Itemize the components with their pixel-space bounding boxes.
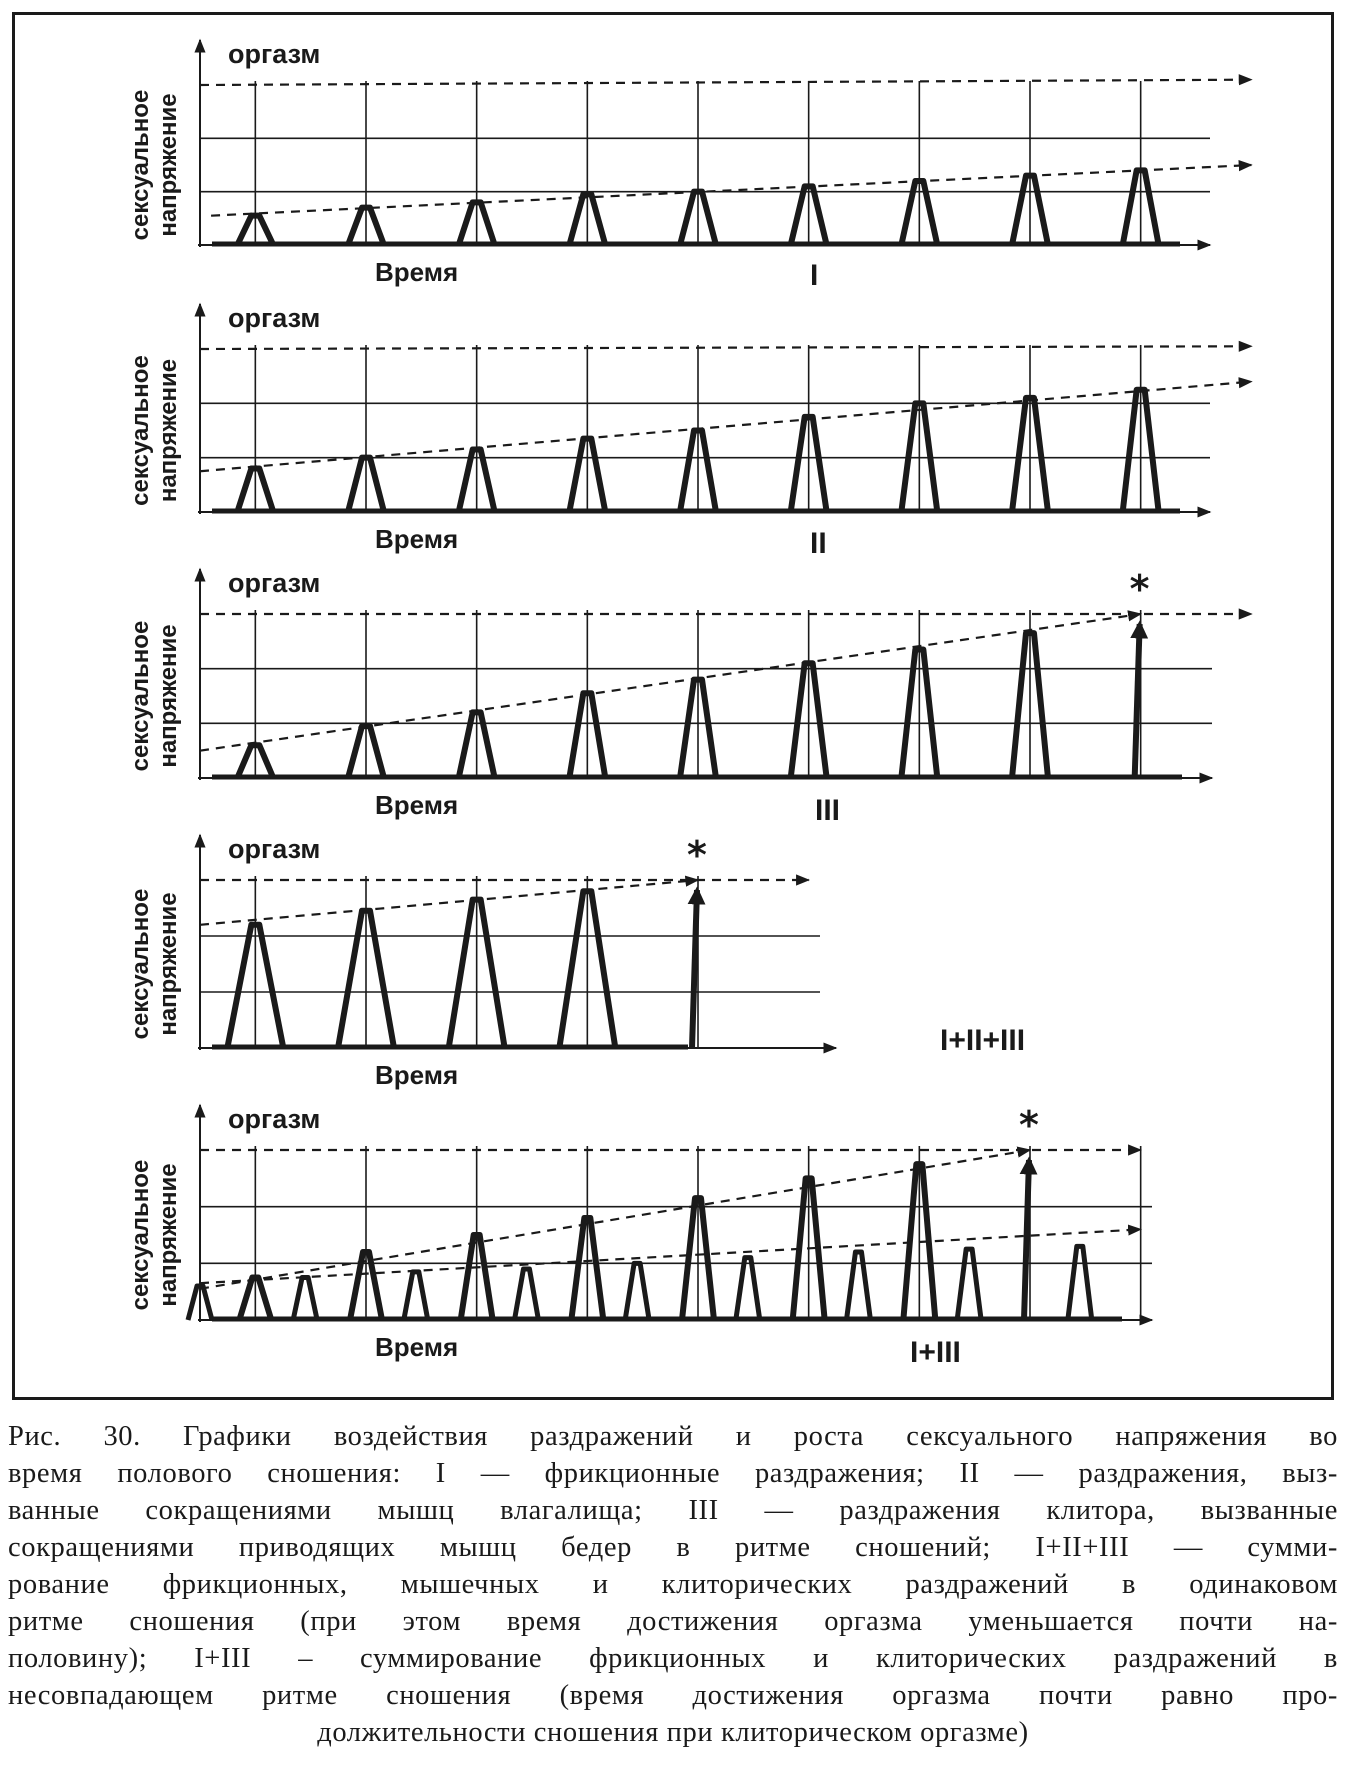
caption-line: ритме сношения (при этом время достижения оргазма уменьшается почти на- (8, 1606, 1338, 1637)
chart-panel-3 (198, 569, 1251, 780)
x-axis-label: Время (375, 257, 459, 287)
trend-line (200, 1229, 1141, 1283)
peak-final-arrow (1135, 624, 1140, 778)
orgasm-star: * (1019, 1103, 1039, 1147)
chart-panel-1 (198, 40, 1251, 247)
trend-line (200, 614, 1141, 751)
peak-III-final-arrow (1024, 1160, 1029, 1320)
chart-panel-4 (198, 835, 836, 1050)
y-axis-label-line2: напряжение (155, 624, 182, 768)
panel-label: III (815, 794, 841, 827)
trend-line (200, 80, 1251, 85)
y-axis-label-line2: напряжение (155, 93, 182, 237)
orgasm-star: * (687, 833, 707, 877)
peak-I (404, 1272, 428, 1320)
orgasm-star: * (1129, 567, 1150, 611)
peak-final-arrow (692, 890, 697, 1048)
panel-label: I+II+III (940, 1024, 1026, 1057)
caption-line: сокращениями приводящих мышц бедер в ритме сношений; I+II+III — сумми- (8, 1532, 1338, 1563)
x-axis-label: Время (375, 1060, 459, 1090)
panel-label: II (810, 527, 827, 560)
y-axis-label-line1: сексуальное (127, 355, 154, 506)
orgasm-label: оргазм (228, 39, 321, 69)
chart-panel-2 (198, 304, 1251, 514)
x-axis-label: Время (375, 1332, 459, 1362)
caption-line: Рис. 30. Графики воздействия раздражений и роста сексуального напряжения во (8, 1421, 1338, 1452)
peak-I (736, 1258, 760, 1320)
orgasm-label: оргазм (228, 568, 321, 598)
panel-label: I+III (910, 1336, 961, 1369)
panel-label: I (810, 259, 819, 292)
peak-I (1068, 1246, 1092, 1320)
x-axis-label: Время (375, 790, 459, 820)
y-axis-label-line2: напряжение (155, 358, 182, 503)
caption-line: несовпадающем ритме сношения (время достижения оргазма почти равно про- (8, 1680, 1338, 1711)
caption-line: ванные сокращениями мышц влагалища; III — раздражения клитора, вызванные (8, 1495, 1338, 1526)
y-axis-label-line1: сексуальное (127, 1159, 154, 1311)
y-axis-label-line2: напряжение (155, 892, 182, 1036)
peak-I (957, 1249, 981, 1320)
y-axis-label-line1: сексуальное (127, 888, 154, 1040)
orgasm-label: оргазм (228, 834, 321, 864)
peak-I (514, 1269, 538, 1320)
caption-line: должительности сношения при клиторическом оргазме) (317, 1717, 1029, 1748)
orgasm-label: оргазм (228, 1104, 321, 1134)
figure-caption (8, 1418, 1338, 1751)
peak-I (846, 1252, 870, 1320)
orgasm-label: оргазм (228, 303, 321, 333)
caption-line: время полового сношения: I — фрикционные раздражения; II — раздражения, выз- (8, 1458, 1338, 1489)
chart-panel-5 (188, 1105, 1152, 1322)
y-axis-label-line1: сексуальное (127, 89, 154, 241)
peak-I (625, 1263, 649, 1320)
caption-line: рование фрикционных, мышечных и клиторических раздражений в одинаковом (8, 1569, 1338, 1600)
peak-I (293, 1278, 317, 1321)
y-axis-label-line1: сексуальное (127, 620, 154, 772)
trend-line (200, 880, 698, 925)
trend-line (200, 346, 1251, 349)
caption-line: половину); I+III – суммирование фрикционных и клиторических раздражений в (8, 1643, 1338, 1674)
x-axis-label: Время (375, 524, 459, 554)
y-axis-label-line2: напряжение (155, 1163, 182, 1307)
